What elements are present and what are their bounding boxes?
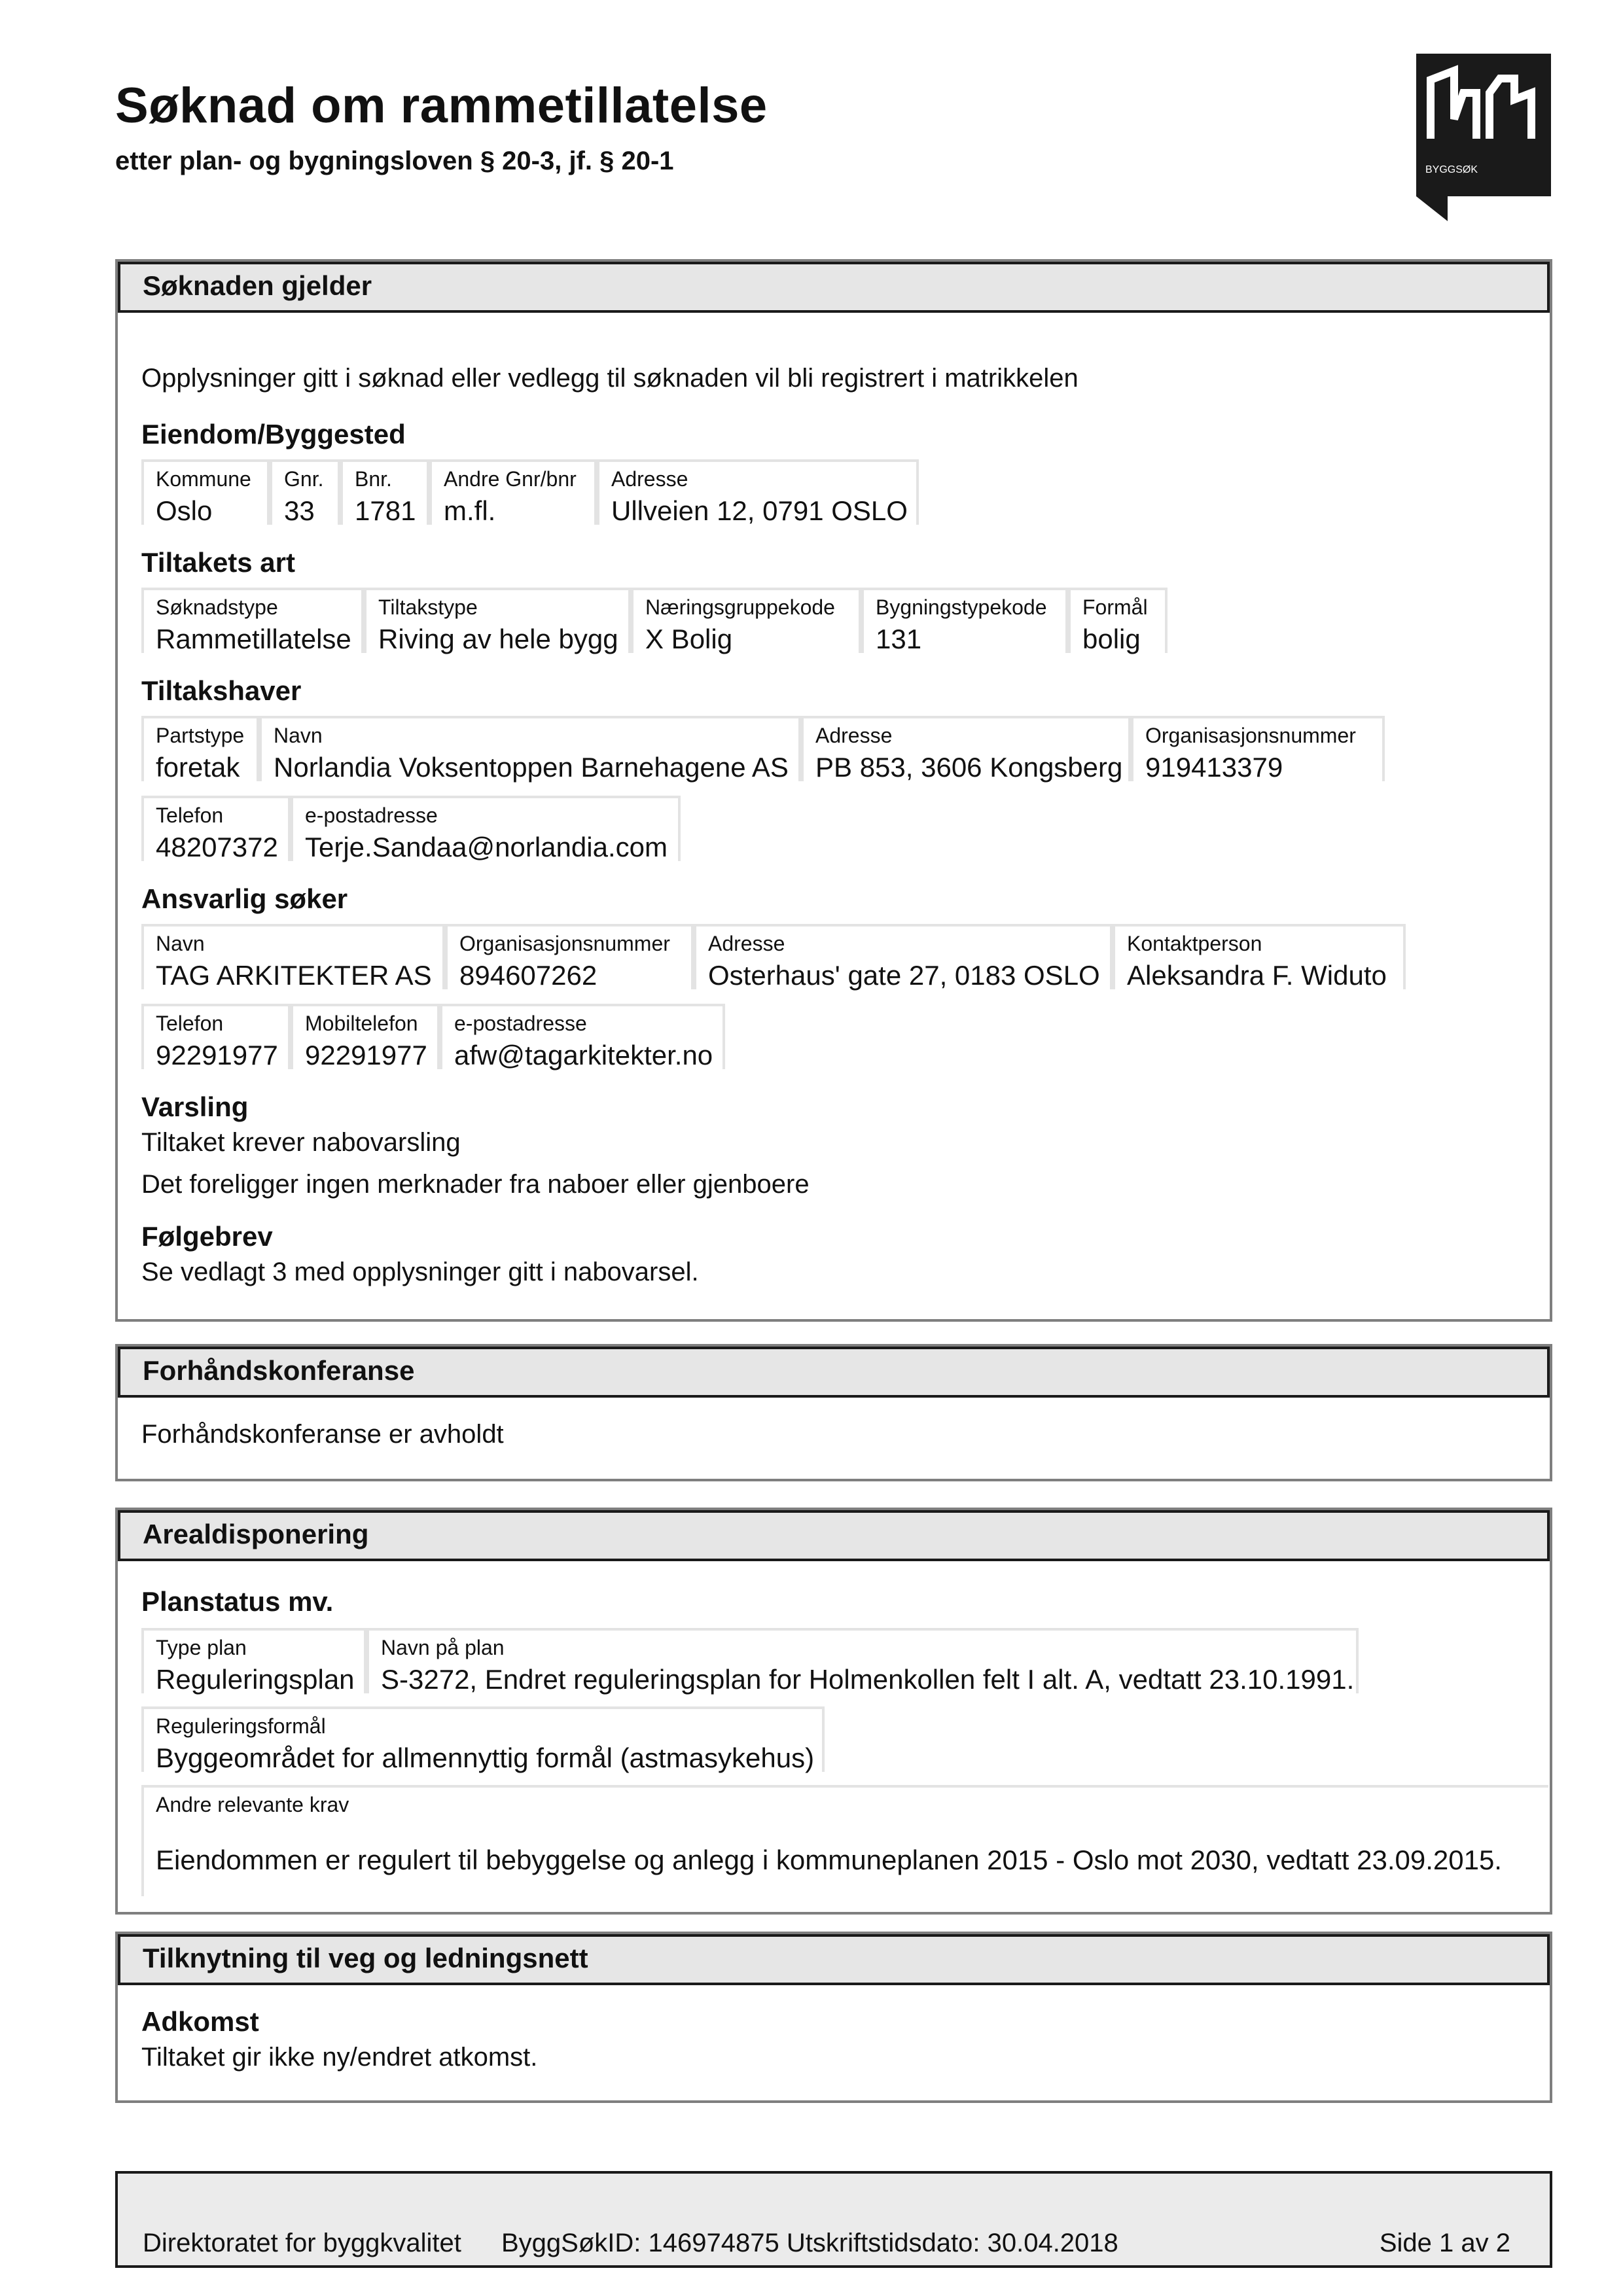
tiltakshaver-heading: Tiltakshaver bbox=[141, 675, 302, 706]
field-partstype: Partstype foretak bbox=[141, 716, 259, 781]
field-gnr: Gnr. 33 bbox=[270, 459, 340, 525]
field-soker-orgnr: Organisasjonsnummer 894607262 bbox=[445, 924, 694, 989]
field-kommune: Kommune Oslo bbox=[141, 459, 270, 525]
svg-text:BYGGSØK: BYGGSØK bbox=[1425, 164, 1478, 175]
page-footer bbox=[115, 2171, 1552, 2268]
folgebrev-heading: Følgebrev bbox=[141, 1221, 273, 1252]
field-andre-gnr-bnr: Andre Gnr/bnr m.fl. bbox=[429, 459, 597, 525]
section-tilknytning bbox=[115, 1932, 1552, 2103]
section-forhandskonferanse bbox=[115, 1344, 1552, 1481]
ansvarlig-soker-heading: Ansvarlig søker bbox=[141, 883, 348, 914]
varsling-line-1: Tiltaket krever nabovarsling bbox=[141, 1128, 461, 1157]
field-type-plan: Type plan Reguleringsplan bbox=[141, 1628, 366, 1693]
varsling-heading: Varsling bbox=[141, 1091, 249, 1122]
field-soknadstype: Søknadstype Rammetillatelse bbox=[141, 588, 364, 653]
section-heading: Forhåndskonferanse bbox=[118, 1347, 1550, 1398]
footer-organisation: Direktoratet for byggkvalitet bbox=[143, 2229, 461, 2257]
field-andre-relevante-krav: Andre relevante krav Eiendommen er regulert til bebyggelse og anlegg i kommuneplanen 2015 - Oslo mot 2030, vedtatt 23.09.2015. bbox=[141, 1785, 1548, 1896]
page-subtitle: etter plan- og bygningsloven § 20-3, jf. § 20-1 bbox=[115, 147, 674, 175]
field-tiltakshaver-navn: Navn Norlandia Voksentoppen Barnehagene AS bbox=[259, 716, 801, 781]
field-soker-kontaktperson: Kontaktperson Aleksandra F. Widuto bbox=[1113, 924, 1406, 989]
section-heading: Søknaden gjelder bbox=[118, 262, 1550, 313]
field-reguleringsformal: Reguleringsformål Byggeområdet for allmennyttig formål (astmasykehus) bbox=[141, 1706, 825, 1772]
forhandskonferanse-text: Forhåndskonferanse er avholdt bbox=[141, 1420, 504, 1449]
adkomst-heading: Adkomst bbox=[141, 2006, 259, 2037]
page-title: Søknad om rammetillatelse bbox=[115, 78, 768, 133]
field-tiltakshaver-orgnr: Organisasjonsnummer 919413379 bbox=[1131, 716, 1385, 781]
field-eiendom-adresse: Adresse Ullveien 12, 0791 OSLO bbox=[597, 459, 919, 525]
field-tiltakstype: Tiltakstype Riving av hele bygg bbox=[364, 588, 631, 653]
field-bnr: Bnr. 1781 bbox=[340, 459, 429, 525]
registry-notice: Opplysninger gitt i søknad eller vedlegg til søknaden vil bli registrert i matrikkelen bbox=[141, 364, 1079, 393]
field-tiltakshaver-adresse: Adresse PB 853, 3606 Kongsberg bbox=[801, 716, 1131, 781]
field-soker-adresse: Adresse Osterhaus' gate 27, 0183 OSLO bbox=[694, 924, 1113, 989]
field-bygningstypekode: Bygningstypekode 131 bbox=[861, 588, 1068, 653]
eiendom-heading: Eiendom/Byggested bbox=[141, 419, 406, 450]
field-navn-pa-plan: Navn på plan S-3272, Endret reguleringsplan for Holmenkollen felt I alt. A, vedtatt 23.10.1991. bbox=[366, 1628, 1359, 1693]
footer-page-number: Side 1 av 2 bbox=[1379, 2229, 1510, 2257]
planstatus-heading: Planstatus mv. bbox=[141, 1586, 334, 1617]
field-formal: Formål bolig bbox=[1068, 588, 1168, 653]
field-soker-navn: Navn TAG ARKITEKTER AS bbox=[141, 924, 445, 989]
field-soker-mobil: Mobiltelefon 92291977 bbox=[291, 1004, 440, 1069]
varsling-line-2: Det foreligger ingen merknader fra naboer eller gjenboere bbox=[141, 1170, 810, 1199]
tiltakets-art-heading: Tiltakets art bbox=[141, 547, 295, 578]
field-soker-epost: e-postadresse afw@tagarkitekter.no bbox=[440, 1004, 725, 1069]
section-heading: Tilknytning til veg og ledningsnett bbox=[118, 1934, 1550, 1985]
field-soker-telefon: Telefon 92291977 bbox=[141, 1004, 291, 1069]
adkomst-text: Tiltaket gir ikke ny/endret atkomst. bbox=[141, 2043, 538, 2072]
field-naeringsgruppekode: Næringsgruppekode X Bolig bbox=[631, 588, 861, 653]
footer-byggsok-id: ByggSøkID: 146974875 Utskriftstidsdato: 30.04.2018 bbox=[501, 2229, 1118, 2257]
section-heading: Arealdisponering bbox=[118, 1510, 1550, 1561]
field-tiltakshaver-epost: e-postadresse Terje.Sandaa@norlandia.com bbox=[291, 796, 681, 861]
byggsok-logo-icon bbox=[1416, 54, 1551, 221]
folgebrev-text: Se vedlagt 3 med opplysninger gitt i nabovarsel. bbox=[141, 1258, 699, 1286]
field-tiltakshaver-telefon: Telefon 48207372 bbox=[141, 796, 291, 861]
